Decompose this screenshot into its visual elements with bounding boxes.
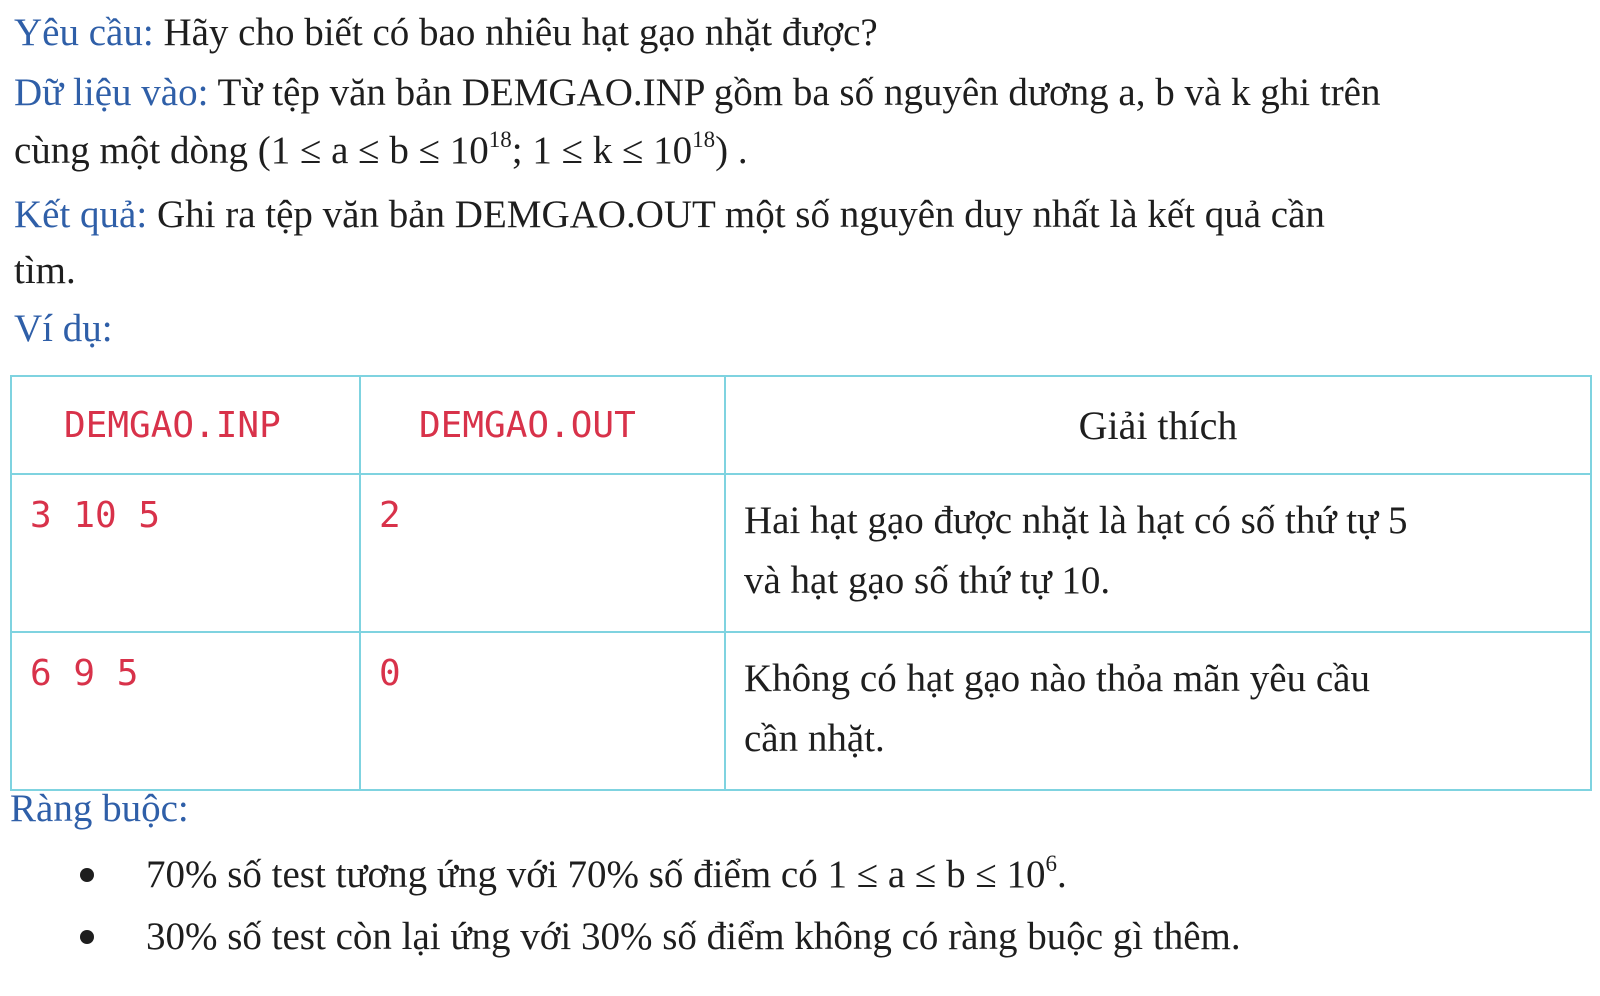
header-cell-out (360, 376, 725, 474)
header-inp: DEMGAO.INP (64, 404, 281, 446)
row1-explain-line2: và hạt gạo số thứ tự 10. (744, 559, 1111, 602)
row2-out: 0 (379, 653, 401, 694)
bullet-dot-2 (80, 930, 94, 944)
input-exponent-1: 18 (488, 127, 512, 152)
input-exponent-2: 18 (692, 127, 716, 152)
row1-out: 2 (379, 495, 401, 536)
output-line-2: tìm. (14, 249, 76, 292)
row2-explain (726, 633, 1590, 789)
constraint-1-suffix: . (1057, 853, 1067, 896)
example-label: Ví dụ: (14, 307, 113, 350)
header-explain: Giải thích (1078, 402, 1238, 448)
header-cell-inp (11, 376, 360, 474)
input-line-1 (14, 70, 1381, 116)
input-constraint-suffix: ) . (715, 129, 748, 172)
table-row (11, 474, 1591, 632)
bullet-dot-1 (80, 868, 94, 882)
row1-inp-cell (11, 474, 360, 632)
output-line-1 (14, 192, 1325, 238)
row2-out-cell (360, 632, 725, 790)
row2-inp-cell (11, 632, 360, 790)
row2-inp: 6 9 5 (30, 653, 139, 694)
header-out: DEMGAO.OUT (419, 404, 636, 446)
row1-out-cell (360, 474, 725, 632)
constraints-label: Ràng buộc: (10, 787, 189, 830)
row2-explain-line1: Không có hạt gạo nào thỏa mãn yêu cầu (744, 657, 1370, 700)
constraint-bullet-1 (146, 852, 1067, 898)
row1-inp: 3 10 5 (30, 495, 161, 536)
constraint-1-exponent: 6 (1045, 851, 1057, 876)
table-row (11, 632, 1591, 790)
input-constraint-mid: ; 1 ≤ k ≤ 10 (511, 129, 693, 172)
example-table (10, 375, 1592, 791)
requirement-text: Hãy cho biết có bao nhiêu hạt gạo nhặt được? (153, 11, 878, 54)
row1-explain (726, 475, 1590, 631)
requirement-label: Yêu cầu: (14, 11, 154, 54)
input-line-2 (14, 128, 748, 174)
input-text: Từ tệp văn bản DEMGAO.INP gồm ba số nguyên dương a, b và k ghi trên (208, 71, 1381, 114)
input-label: Dữ liệu vào: (14, 71, 209, 114)
row1-explain-cell (725, 474, 1591, 632)
row2-explain-cell (725, 632, 1591, 790)
row1-explain-line1: Hai hạt gạo được nhặt là hạt có số thứ tự 5 (744, 499, 1408, 542)
output-text: Ghi ra tệp văn bản DEMGAO.OUT một số nguyên duy nhất là kết quả cần (147, 193, 1325, 236)
constraint-bullet-2: 30% số test còn lại ứng với 30% số điểm không có ràng buộc gì thêm. (146, 915, 1241, 958)
table-header-row (11, 376, 1591, 474)
constraint-1-prefix: 70% số test tương ứng với 70% số điểm có 1 ≤ a ≤ b ≤ 10 (146, 853, 1046, 896)
header-cell-explain (725, 376, 1591, 474)
output-label: Kết quả: (14, 193, 148, 236)
input-constraint-prefix: cùng một dòng (1 ≤ a ≤ b ≤ 10 (14, 129, 489, 172)
requirement-line (14, 10, 878, 56)
row2-explain-line2: cần nhặt. (744, 717, 885, 760)
